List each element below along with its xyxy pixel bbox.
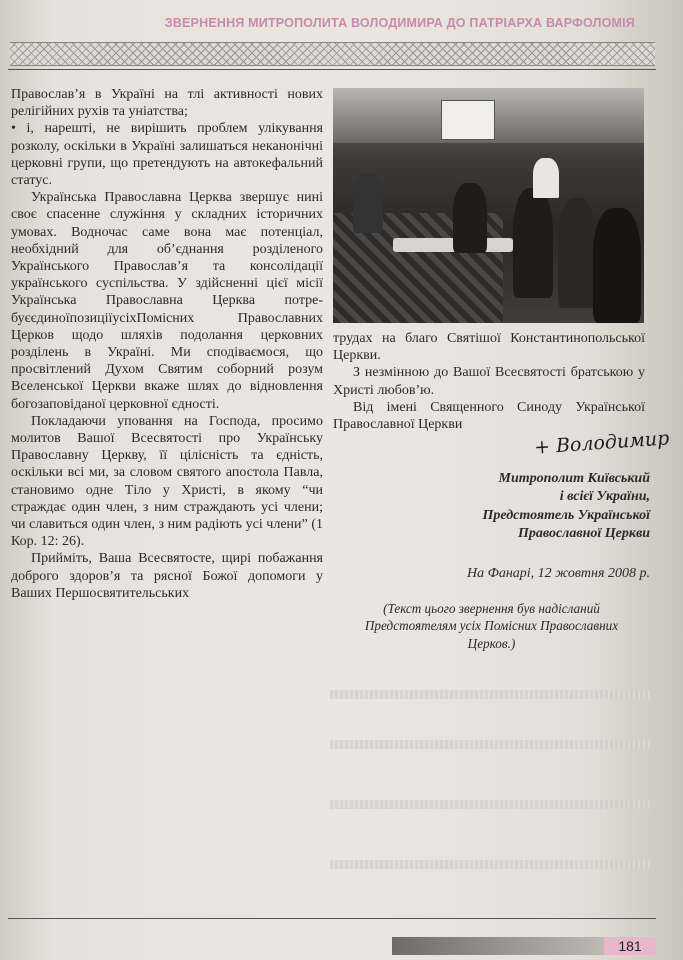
- footer-bar: [392, 937, 604, 955]
- footer-rule: [8, 918, 656, 919]
- signatory-block: [400, 470, 650, 543]
- right-column: [333, 330, 645, 433]
- paragraph: трудах на благо Святішої Константинопольської Церкви.: [333, 331, 645, 364]
- photo-figure: [533, 158, 559, 198]
- paragraph: З незмінною до Вашої Всесвятості братською у Христі любов’ю.: [333, 365, 645, 398]
- photo-banner: [441, 100, 495, 140]
- handwritten-signature: + Володимир: [533, 427, 670, 459]
- conference-photo: [333, 88, 644, 323]
- photo-figure: [593, 208, 641, 323]
- ornament-border: [10, 42, 655, 66]
- paragraph: Православ’я в Україні на тлі активності нових релігійних рухів та уніатства;: [11, 87, 323, 120]
- page-number: 181: [604, 937, 656, 955]
- photo-figure: [353, 173, 383, 233]
- signatory-line: і всієї України,: [559, 489, 650, 505]
- running-header: ЗВЕРНЕННЯ МИТРОПОЛИТА ВОЛОДИМИРА ДО ПАТРІАРХА ВАРФОЛОМІЯ: [164, 16, 635, 30]
- signatory-line: Православної Церкви: [517, 525, 650, 541]
- bullet-item: • і, нарешті, не вирішить проблем улікування розколу, оскільки в Україні залишаться неканонічні церковні групи, що претендують на автокефальний статус.: [11, 120, 323, 189]
- bleed-through-texture: [330, 800, 650, 809]
- paragraph: Прийміть, Ваша Всесвятосте, щирі побажання доброго здоров’я та рясної Божої допомоги у Ваших Першосвятительських: [11, 551, 323, 601]
- place-date: На Фанарі, 12 жовтня 2008 р.: [466, 566, 650, 581]
- photo-figure: [513, 188, 553, 298]
- bleed-through-texture: [330, 740, 650, 749]
- bleed-through-texture: [330, 690, 650, 699]
- photo-figure: [558, 198, 596, 308]
- paragraph: Українська Православна Церква звершує нині своє спасенне служіння у складних історичних умовах. Водночас саме вона має потенціал, необхідний для об’єднання розділеного Українського Православ’я та консолідації українського суспільства. У здійсненні цієї місії Українська Православна Церква потребуєєдиноїпозиціїусіхПомісних Православних Церков щодо шляхів подолання церковних розділень в Україні. Ми сподіваємося, що просвітлений Духом Святим соборний розум Вселенської Церкви вкаже шлях до відновлення богозаповіданої церковної єдності.: [11, 190, 323, 412]
- paragraph: Покладаючи уповання на Господа, просимо молитов Вашої Всесвятості про Українську Православну Церкву, її цілісність та єдність, оскільки всі ми, за словом святого апостола Павла, становимо одне Тіло у Христі, в якому “чи страждає один член, з ним страждають усі члени; чи славиться один член, з ним радіють усі члени” (1 Кор. 12: 26).: [11, 413, 323, 550]
- paragraph: Від імені Священного Синоду Української Православної Церкви: [333, 399, 645, 433]
- header-rule: [8, 69, 656, 70]
- signatory-line: Предстоятель Української: [482, 507, 650, 523]
- photo-figure: [453, 183, 487, 253]
- signatory-line: Митрополит Київський: [498, 471, 650, 486]
- left-column: [11, 86, 323, 602]
- bleed-through-texture: [330, 860, 650, 869]
- footnote: (Текст цього звернення був надісланий Предстоятелям усіх Помісних Православних Церков.): [364, 601, 619, 651]
